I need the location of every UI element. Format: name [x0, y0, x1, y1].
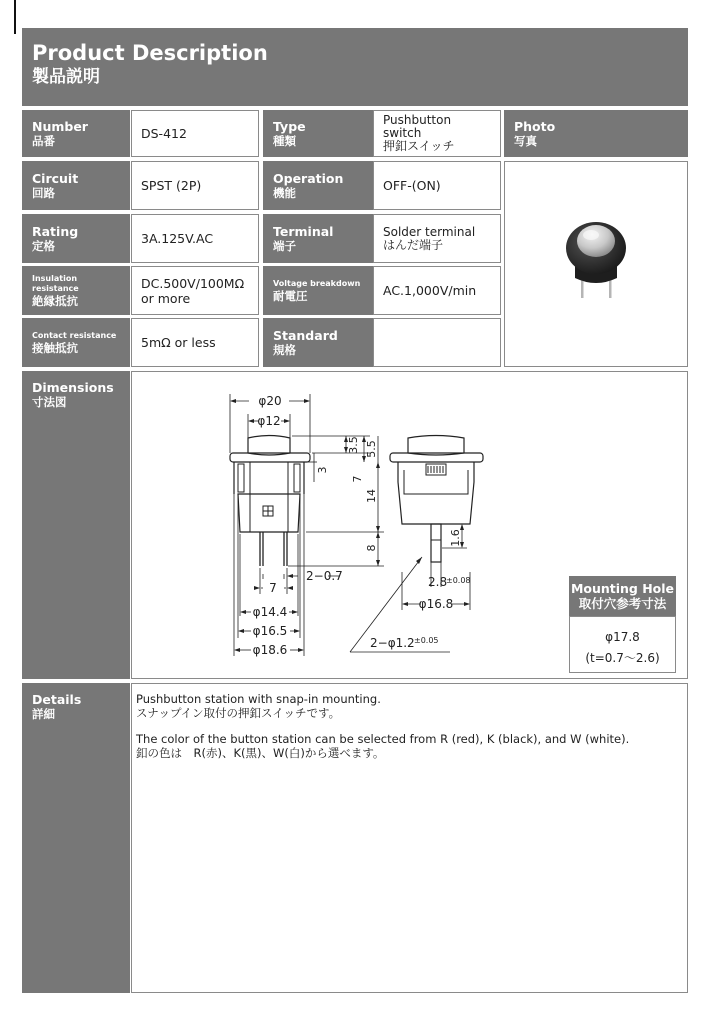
details-panel	[131, 683, 688, 993]
page-header	[22, 28, 688, 106]
dim-2-0-7: 2−0.7	[306, 569, 343, 583]
dim-phi18-6: φ18.6	[252, 643, 288, 657]
standard-value	[373, 318, 501, 367]
dim-hole-tolerance: ±0.05	[414, 636, 439, 645]
front-bezel	[230, 453, 310, 462]
front-body	[238, 494, 300, 532]
dim-phi16-5: φ16.5	[252, 624, 288, 638]
page-title-ja: 製品説明	[32, 67, 100, 87]
terminal-label: Terminal 端子	[263, 214, 373, 263]
mounting-hole-thickness: (t=0.7〜2.6)	[585, 651, 660, 665]
dim-1-6: 1.6	[449, 529, 462, 547]
side-bezel	[390, 453, 483, 462]
photo-label: Photo 写真	[504, 110, 688, 157]
photo-box	[504, 161, 688, 367]
dim-phi16-8: φ16.8	[418, 597, 454, 611]
dim-7-vertical: 7	[351, 475, 364, 483]
insulation-label: Insulation resistance 絶縁抵抗	[22, 266, 130, 315]
side-terminal	[431, 524, 441, 562]
rating-label: Rating 定格	[22, 214, 130, 263]
rating-value: 3A.125V.AC	[131, 214, 259, 263]
dimensions-label: Dimensions 寸法図	[22, 371, 130, 679]
details-line-3: The color of the button station can be selected from R (red), K (black), and W (white).	[136, 732, 630, 746]
details-line-2: スナップイン取付の押釦スイッチです。	[136, 706, 341, 720]
terminal-value: Solder terminal はんだ端子	[373, 214, 501, 263]
voltage-value: AC.1,000V/min	[373, 266, 501, 315]
dim-5-5: 5.5	[365, 440, 378, 458]
details-label: Details 詳細	[22, 683, 130, 993]
details-line-1: Pushbutton station with snap-in mounting.	[136, 692, 381, 706]
circuit-value: SPST (2P)	[131, 161, 259, 210]
operation-value: OFF-(ON)	[373, 161, 501, 210]
standard-label: Standard 規格	[263, 318, 373, 367]
dim-8: 8	[365, 544, 378, 552]
voltage-label: Voltage breakdown 耐電圧	[263, 266, 373, 315]
edge-line	[14, 0, 16, 34]
front-cap	[248, 436, 290, 456]
type-value: Pushbutton switch 押釦スイッチ	[373, 110, 501, 157]
mounting-hole-title: Mounting Hole 取付穴参考寸法	[569, 576, 676, 616]
number-value: DS-412	[131, 110, 259, 157]
dim-phi14-4: φ14.4	[252, 605, 288, 619]
dim-2-8-tolerance: ±0.08	[446, 576, 471, 585]
operation-label: Operation 機能	[263, 161, 373, 210]
mounting-hole-diameter: φ17.8	[605, 630, 640, 644]
side-body	[398, 462, 474, 524]
page-title: Product Description	[32, 41, 268, 65]
contact-label: Contact resistance 接触抵抗	[22, 318, 130, 367]
dim-phi20: φ20	[258, 394, 282, 408]
dim-3: 3	[316, 466, 329, 474]
dim-3-5: 3.5	[347, 436, 360, 454]
dim-2-8: 2.8	[428, 575, 448, 589]
type-label: Type 種類	[263, 110, 373, 157]
side-cap	[408, 436, 464, 456]
dim-14: 14	[365, 489, 378, 503]
insulation-value: DC.500V/100MΩ or more	[131, 266, 259, 315]
number-label: Number 品番	[22, 110, 130, 157]
details-line-4: 釦の色は R(赤)、K(黒)、W(白)から選べます。	[136, 746, 385, 760]
dim-hole: 2−φ1.2	[370, 636, 415, 650]
switch-photo	[505, 162, 689, 368]
circuit-label: Circuit 回路	[22, 161, 130, 210]
contact-value: 5mΩ or less	[131, 318, 259, 367]
mounting-hole-box	[569, 616, 676, 673]
dim-phi12: φ12	[257, 414, 281, 428]
dim-7-horizontal: 7	[269, 581, 277, 595]
